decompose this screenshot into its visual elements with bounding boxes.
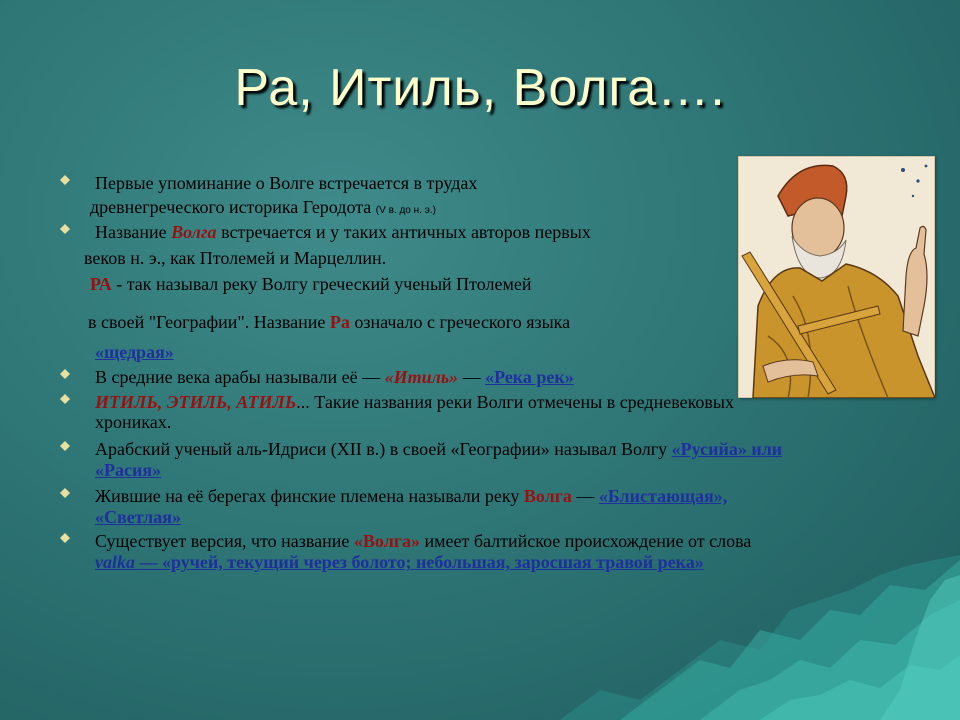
bullet-7-line-2 — [95, 552, 704, 572]
bullet-2-line-1 — [95, 222, 591, 242]
rusiya-link[interactable]: «Русийа» или — [671, 439, 783, 459]
bullet-1-line-1 — [95, 173, 477, 193]
volga-highlight: «Волга» — [353, 531, 420, 551]
text: веков н. э., как Птолемей и Марцеллин. — [84, 248, 387, 268]
slide-title: Ра, Итиль, Волга…. — [234, 59, 726, 117]
text: — — [576, 486, 595, 506]
volga-highlight: Волга — [523, 486, 572, 506]
bullet-4-line-1 — [95, 392, 734, 412]
text: ... Такие названия реки Волги отмечены в средневековых — [296, 392, 735, 412]
diamond-bullet-icon — [60, 441, 70, 451]
shining-link[interactable]: «Блистающая», — [598, 486, 728, 506]
text: встречается и у таких античных авторов первых — [221, 222, 591, 242]
text: означало с греческого языка — [354, 312, 571, 332]
text: Название — [95, 222, 167, 242]
valka-link[interactable]: valka — [95, 552, 135, 572]
diamond-bullet-icon — [60, 224, 70, 234]
bullet-4-line-2 — [95, 412, 171, 432]
volga-highlight: лга — [191, 222, 217, 242]
diamond-bullet-icon — [60, 394, 70, 404]
bullet-2-line-3 — [90, 274, 532, 294]
rasiya-link[interactable]: «Расия» — [95, 460, 162, 480]
text: Жившие на её берегах финские племена называли реку — [95, 486, 520, 506]
ra-highlight: РА — [90, 274, 112, 294]
text: - так называл реку Волгу греческий ученый Птолемей — [116, 274, 532, 294]
diamond-bullet-icon — [60, 488, 70, 498]
text: Арабский ученый аль-Идриси (XII в.) в своей «Географии» называл Волгу — [95, 439, 668, 459]
stream-meaning-link[interactable]: — «ручей, текущий через болото; небольшая, заросшая травой река» — [135, 552, 704, 572]
date-note: (V в. до н. э.) — [375, 205, 436, 216]
diamond-bullet-icon — [60, 533, 70, 543]
text: Существует версия, что название — [95, 531, 350, 551]
bullet-5-line-1 — [95, 439, 782, 459]
bullet-6-line-1 — [95, 486, 727, 506]
river-of-rivers-link[interactable]: «Река рек» — [485, 367, 574, 387]
bullet-3-line-1 — [95, 367, 574, 387]
bullet-2-line-2 — [84, 248, 386, 268]
bullet-7-line-1 — [95, 531, 751, 551]
ptolemy-portrait — [738, 156, 935, 398]
itil-highlight: «Итиль» — [384, 367, 459, 387]
text: древнегреческого историка Геродота — [90, 197, 372, 217]
bullet-5-line-2 — [95, 460, 161, 480]
text: Первые упоминание о Волге встречается в трудах — [95, 173, 478, 193]
diamond-bullet-icon — [60, 175, 70, 185]
generous-link[interactable]: «щедрая» — [95, 342, 174, 362]
text: В средние века арабы называли её — — [95, 367, 381, 387]
volga-highlight: Во — [171, 222, 192, 242]
text: имеет балтийское происхождение от слова — [424, 531, 752, 551]
text: — — [462, 367, 481, 387]
ra-highlight: Ра — [329, 312, 350, 332]
diamond-bullet-icon — [60, 369, 70, 379]
bright-link[interactable]: «Светлая» — [95, 507, 181, 527]
text: в своей "Географии". Название — [88, 312, 326, 332]
text: хрониках. — [95, 412, 172, 432]
bullet-2-line-4 — [88, 312, 570, 332]
names-highlight: ИТИЛЬ, ЭТИЛЬ, АТИЛЬ — [95, 392, 297, 412]
bullet-2-line-5 — [95, 342, 174, 362]
bullet-6-line-2 — [95, 507, 181, 527]
bullet-1-line-2 — [90, 197, 436, 221]
